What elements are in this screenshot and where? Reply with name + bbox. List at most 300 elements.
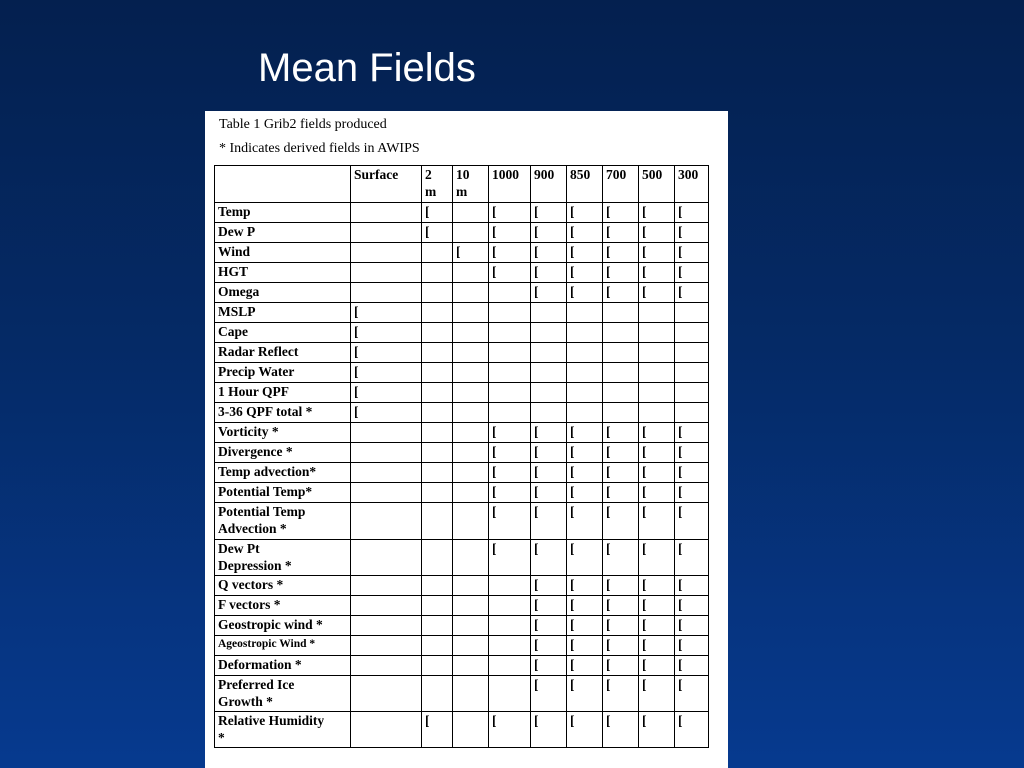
field-name: HGT: [218, 264, 249, 279]
table-row: [215, 443, 709, 463]
produced-mark: [: [492, 424, 497, 439]
level-cell: [453, 656, 489, 676]
table-row: [215, 423, 709, 443]
level-cell: [639, 243, 675, 263]
field-name-cell: [215, 676, 351, 712]
level-cell: [567, 712, 603, 748]
slide-title: Mean Fields: [258, 46, 476, 90]
level-cell: [351, 712, 422, 748]
produced-mark: [: [534, 617, 539, 632]
field-name: Q vectors *: [218, 577, 284, 592]
level-cell: [567, 303, 603, 323]
produced-mark: [: [642, 244, 647, 259]
table-row: [215, 483, 709, 503]
produced-mark: [: [642, 617, 647, 632]
table-row: [215, 616, 709, 636]
field-name-cell: [215, 383, 351, 403]
produced-mark: [: [534, 244, 539, 259]
level-cell: [675, 263, 709, 283]
level-cell: [351, 403, 422, 423]
level-cell: [453, 596, 489, 616]
field-name: Ageostropic Wind *: [218, 638, 316, 650]
produced-mark: [: [354, 404, 359, 419]
level-cell: [675, 636, 709, 656]
level-cell: [567, 203, 603, 223]
level-cell: [531, 576, 567, 596]
field-name: *: [218, 730, 225, 745]
level-cell: [567, 243, 603, 263]
produced-mark: [: [492, 264, 497, 279]
field-name-cell: [215, 712, 351, 748]
table-header-row: [215, 166, 709, 203]
field-name-cell: [215, 423, 351, 443]
level-cell: [531, 203, 567, 223]
field-name: Radar Reflect: [218, 344, 299, 359]
level-cell: [531, 303, 567, 323]
level-cell: [603, 463, 639, 483]
column-header: [422, 166, 453, 203]
level-cell: [531, 223, 567, 243]
produced-mark: [: [606, 224, 611, 239]
level-cell: [675, 243, 709, 263]
produced-mark: [: [570, 504, 575, 519]
level-cell: [639, 223, 675, 243]
level-cell: [639, 596, 675, 616]
level-cell: [422, 596, 453, 616]
column-header: [453, 166, 489, 203]
level-cell: [489, 483, 531, 503]
level-cell: [603, 540, 639, 576]
field-name: Omega: [218, 284, 260, 299]
produced-mark: [: [678, 244, 683, 259]
level-cell: [567, 343, 603, 363]
produced-mark: [: [678, 284, 683, 299]
level-cell: [489, 243, 531, 263]
level-cell: [422, 636, 453, 656]
level-cell: [567, 423, 603, 443]
level-cell: [489, 540, 531, 576]
column-header: [351, 166, 422, 203]
produced-mark: [: [534, 657, 539, 672]
level-cell: [639, 383, 675, 403]
level-cell: [351, 463, 422, 483]
produced-mark: [: [606, 244, 611, 259]
level-cell: [422, 676, 453, 712]
level-cell: [531, 712, 567, 748]
table-row: [215, 283, 709, 303]
field-name: Depression *: [218, 558, 292, 573]
produced-mark: [: [534, 204, 539, 219]
level-cell: [603, 343, 639, 363]
level-cell: [675, 283, 709, 303]
level-cell: [422, 203, 453, 223]
produced-mark: [: [425, 713, 430, 728]
produced-mark: [: [678, 484, 683, 499]
level-cell: [603, 576, 639, 596]
table-row: [215, 343, 709, 363]
level-cell: [639, 463, 675, 483]
level-cell: [453, 636, 489, 656]
produced-mark: [: [570, 204, 575, 219]
level-cell: [567, 676, 603, 712]
column-header-label: 1000: [492, 167, 519, 182]
level-cell: [567, 636, 603, 656]
column-header-label: m: [456, 184, 468, 199]
produced-mark: [: [678, 657, 683, 672]
level-cell: [531, 616, 567, 636]
produced-mark: [: [678, 577, 683, 592]
level-cell: [639, 636, 675, 656]
level-cell: [531, 596, 567, 616]
field-name-cell: [215, 443, 351, 463]
produced-mark: [: [534, 637, 539, 652]
level-cell: [567, 443, 603, 463]
level-cell: [351, 203, 422, 223]
level-cell: [567, 263, 603, 283]
table-row: [215, 303, 709, 323]
produced-mark: [: [606, 484, 611, 499]
produced-mark: [: [678, 713, 683, 728]
level-cell: [422, 423, 453, 443]
produced-mark: [: [606, 444, 611, 459]
column-header-label: 10: [456, 167, 470, 182]
grib2-fields-table: [214, 165, 709, 748]
level-cell: [422, 712, 453, 748]
level-cell: [422, 483, 453, 503]
level-cell: [531, 343, 567, 363]
level-cell: [639, 576, 675, 596]
level-cell: [453, 403, 489, 423]
level-cell: [489, 656, 531, 676]
level-cell: [639, 443, 675, 463]
produced-mark: [: [678, 264, 683, 279]
field-name-cell: [215, 596, 351, 616]
level-cell: [603, 383, 639, 403]
level-cell: [567, 596, 603, 616]
level-cell: [489, 423, 531, 443]
level-cell: [639, 423, 675, 443]
field-name-cell: [215, 363, 351, 383]
field-name-cell: [215, 203, 351, 223]
level-cell: [489, 263, 531, 283]
field-name: Potential Temp*: [218, 484, 313, 499]
produced-mark: [: [570, 224, 575, 239]
level-cell: [351, 343, 422, 363]
level-cell: [422, 343, 453, 363]
level-cell: [639, 343, 675, 363]
level-cell: [422, 243, 453, 263]
column-header-label: 900: [534, 167, 555, 182]
produced-mark: [: [606, 541, 611, 556]
level-cell: [489, 383, 531, 403]
level-cell: [567, 383, 603, 403]
table-row: [215, 263, 709, 283]
produced-mark: [: [492, 541, 497, 556]
produced-mark: [: [354, 384, 359, 399]
field-name: Preferred Ice: [218, 677, 295, 692]
field-name: 3-36 QPF total *: [218, 404, 313, 419]
field-name-cell: [215, 243, 351, 263]
produced-mark: [: [534, 597, 539, 612]
level-cell: [531, 443, 567, 463]
column-header-label: 500: [642, 167, 663, 182]
produced-mark: [: [606, 577, 611, 592]
column-header: [489, 166, 531, 203]
field-name-cell: [215, 343, 351, 363]
field-name: Cape: [218, 324, 248, 339]
level-cell: [639, 656, 675, 676]
level-cell: [675, 576, 709, 596]
produced-mark: [: [492, 484, 497, 499]
level-cell: [603, 323, 639, 343]
table-row: [215, 576, 709, 596]
level-cell: [639, 403, 675, 423]
produced-mark: [: [606, 284, 611, 299]
level-cell: [675, 616, 709, 636]
produced-mark: [: [606, 713, 611, 728]
produced-mark: [: [425, 224, 430, 239]
level-cell: [567, 616, 603, 636]
produced-mark: [: [570, 464, 575, 479]
field-name: Divergence *: [218, 444, 293, 459]
level-cell: [567, 483, 603, 503]
level-cell: [453, 503, 489, 540]
level-cell: [531, 676, 567, 712]
level-cell: [422, 323, 453, 343]
produced-mark: [: [678, 204, 683, 219]
produced-mark: [: [642, 677, 647, 692]
level-cell: [531, 403, 567, 423]
level-cell: [489, 223, 531, 243]
level-cell: [567, 363, 603, 383]
level-cell: [453, 616, 489, 636]
level-cell: [351, 636, 422, 656]
produced-mark: [: [642, 597, 647, 612]
level-cell: [639, 303, 675, 323]
level-cell: [453, 303, 489, 323]
produced-mark: [: [492, 244, 497, 259]
produced-mark: [: [534, 504, 539, 519]
produced-mark: [: [534, 444, 539, 459]
level-cell: [453, 323, 489, 343]
produced-mark: [: [425, 204, 430, 219]
level-cell: [531, 483, 567, 503]
level-cell: [351, 576, 422, 596]
produced-mark: [: [642, 541, 647, 556]
level-cell: [675, 223, 709, 243]
table-row: [215, 463, 709, 483]
level-cell: [531, 323, 567, 343]
level-cell: [453, 540, 489, 576]
produced-mark: [: [492, 444, 497, 459]
field-name-cell: [215, 656, 351, 676]
level-cell: [639, 203, 675, 223]
produced-mark: [: [570, 484, 575, 499]
level-cell: [603, 263, 639, 283]
field-name: Potential Temp: [218, 504, 306, 519]
field-name: Deformation *: [218, 657, 302, 672]
produced-mark: [: [570, 617, 575, 632]
field-name: Relative Humidity: [218, 713, 325, 728]
column-header-label: Surface: [354, 167, 399, 182]
field-name: F vectors *: [218, 597, 281, 612]
produced-mark: [: [678, 464, 683, 479]
produced-mark: [: [570, 577, 575, 592]
level-cell: [453, 576, 489, 596]
level-cell: [675, 483, 709, 503]
level-cell: [567, 576, 603, 596]
level-cell: [489, 636, 531, 656]
level-cell: [603, 503, 639, 540]
produced-mark: [: [570, 597, 575, 612]
produced-mark: [: [492, 504, 497, 519]
produced-mark: [: [534, 484, 539, 499]
level-cell: [351, 423, 422, 443]
produced-mark: [: [678, 504, 683, 519]
level-cell: [489, 323, 531, 343]
level-cell: [351, 263, 422, 283]
level-cell: [531, 636, 567, 656]
level-cell: [639, 676, 675, 712]
level-cell: [453, 676, 489, 712]
level-cell: [453, 443, 489, 463]
level-cell: [675, 596, 709, 616]
level-cell: [422, 656, 453, 676]
table-body: [215, 203, 709, 748]
level-cell: [453, 203, 489, 223]
field-name-cell: [215, 576, 351, 596]
field-name-cell: [215, 323, 351, 343]
level-cell: [603, 423, 639, 443]
produced-mark: [: [642, 464, 647, 479]
header-field-column: [215, 166, 351, 203]
level-cell: [639, 712, 675, 748]
produced-mark: [: [534, 713, 539, 728]
field-name-cell: [215, 540, 351, 576]
level-cell: [422, 263, 453, 283]
produced-mark: [: [354, 344, 359, 359]
level-cell: [422, 303, 453, 323]
produced-mark: [: [606, 504, 611, 519]
level-cell: [351, 323, 422, 343]
level-cell: [531, 383, 567, 403]
field-name-cell: [215, 503, 351, 540]
level-cell: [453, 712, 489, 748]
produced-mark: [: [606, 264, 611, 279]
level-cell: [453, 243, 489, 263]
produced-mark: [: [606, 597, 611, 612]
column-header-label: 2: [425, 167, 432, 182]
produced-mark: [: [570, 424, 575, 439]
produced-mark: [: [354, 304, 359, 319]
field-name: Dew Pt: [218, 541, 260, 556]
produced-mark: [: [642, 577, 647, 592]
column-header-label: m: [425, 184, 437, 199]
produced-mark: [: [534, 284, 539, 299]
level-cell: [489, 343, 531, 363]
level-cell: [675, 363, 709, 383]
level-cell: [567, 503, 603, 540]
level-cell: [603, 403, 639, 423]
level-cell: [489, 596, 531, 616]
produced-mark: [: [642, 713, 647, 728]
level-cell: [567, 656, 603, 676]
produced-mark: [: [570, 657, 575, 672]
level-cell: [639, 363, 675, 383]
table-row: [215, 503, 709, 540]
table-row: [215, 363, 709, 383]
level-cell: [453, 343, 489, 363]
level-cell: [675, 503, 709, 540]
level-cell: [603, 283, 639, 303]
level-cell: [422, 383, 453, 403]
level-cell: [675, 712, 709, 748]
level-cell: [639, 483, 675, 503]
level-cell: [351, 656, 422, 676]
table-row: [215, 656, 709, 676]
table-row: [215, 596, 709, 616]
level-cell: [639, 283, 675, 303]
level-cell: [639, 503, 675, 540]
level-cell: [675, 303, 709, 323]
produced-mark: [: [570, 713, 575, 728]
table-row: [215, 540, 709, 576]
level-cell: [675, 463, 709, 483]
produced-mark: [: [642, 657, 647, 672]
table-row: [215, 243, 709, 263]
level-cell: [531, 263, 567, 283]
field-name-cell: [215, 636, 351, 656]
level-cell: [531, 463, 567, 483]
field-name: 1 Hour QPF: [218, 384, 290, 399]
level-cell: [675, 383, 709, 403]
table-row: [215, 676, 709, 712]
level-cell: [489, 463, 531, 483]
level-cell: [531, 363, 567, 383]
field-name: Advection *: [218, 521, 287, 536]
level-cell: [422, 223, 453, 243]
field-name: Precip Water: [218, 364, 295, 379]
level-cell: [675, 323, 709, 343]
field-name: Growth *: [218, 694, 273, 709]
field-name-cell: [215, 263, 351, 283]
produced-mark: [: [354, 364, 359, 379]
level-cell: [351, 243, 422, 263]
column-header-label: 700: [606, 167, 627, 182]
level-cell: [603, 712, 639, 748]
column-header: [639, 166, 675, 203]
field-name-cell: [215, 283, 351, 303]
table-row: [215, 323, 709, 343]
produced-mark: [: [354, 324, 359, 339]
level-cell: [422, 443, 453, 463]
produced-mark: [: [642, 224, 647, 239]
level-cell: [351, 303, 422, 323]
table-row: [215, 712, 709, 748]
level-cell: [603, 363, 639, 383]
level-cell: [675, 676, 709, 712]
level-cell: [422, 283, 453, 303]
level-cell: [453, 483, 489, 503]
level-cell: [489, 443, 531, 463]
field-name-cell: [215, 403, 351, 423]
produced-mark: [: [492, 224, 497, 239]
produced-mark: [: [534, 424, 539, 439]
level-cell: [603, 303, 639, 323]
level-cell: [603, 596, 639, 616]
produced-mark: [: [678, 597, 683, 612]
produced-mark: [: [534, 264, 539, 279]
